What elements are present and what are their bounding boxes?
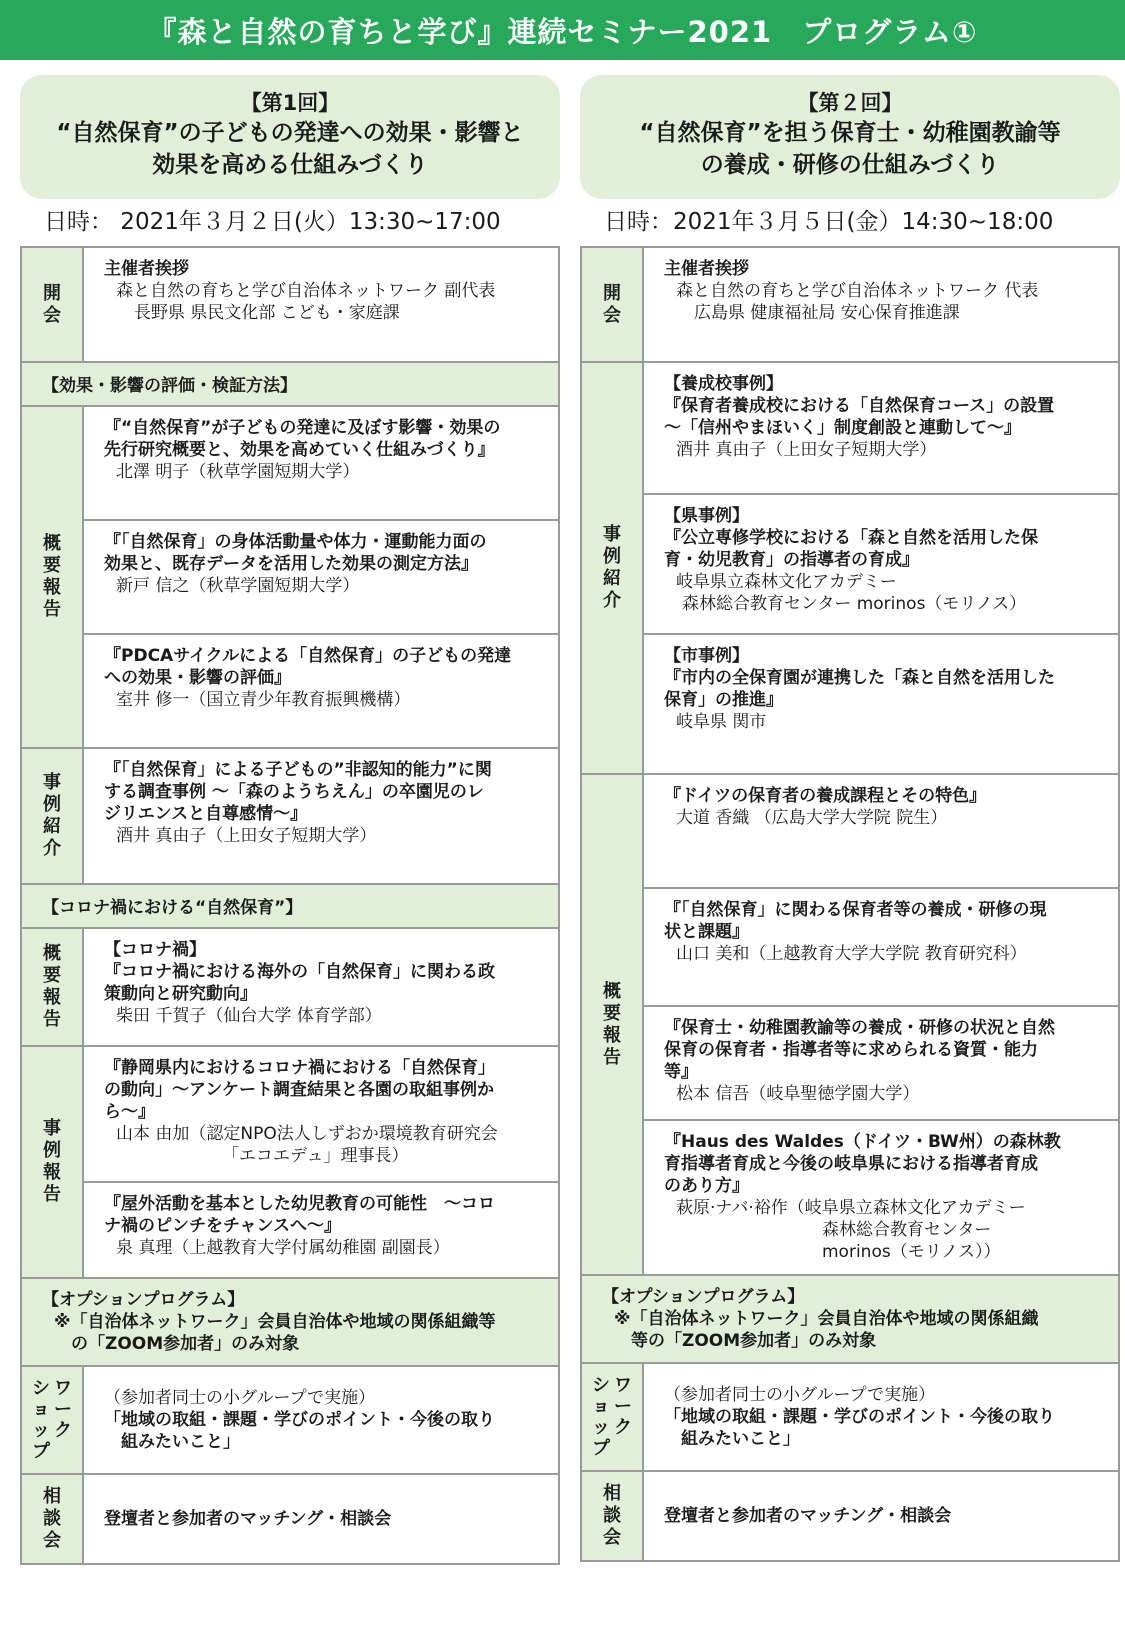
report-title: 『“自然保育”が子どもの発達に及ぼす影響・効果の 先行研究概要と、効果を高めていく仕組みづくり』 — [104, 418, 501, 460]
report-title: 『Haus des Waldes（ドイツ・BW州）の森林教 育指導者育成と今後の岐阜県における指導者育成 のあり方』 — [664, 1132, 1061, 1196]
report-item — [83, 634, 559, 748]
session-datetime: 日時：2021年３月５日(金）14:30~18:00 — [604, 209, 1054, 235]
case-label: 事例紹介 — [21, 748, 83, 884]
corona-report — [83, 928, 559, 1046]
opening-line: 広島県 健康福祉局 安心保育推進課 — [694, 303, 960, 323]
report-item — [643, 774, 1119, 888]
case-item — [643, 362, 1119, 494]
report-speaker: 室井 修一（国立青少年教育振興機構） — [116, 690, 411, 710]
session-title: “自然保育”を担う保育士・幼稚園教諭等 の養成・研修の仕組みづくり — [639, 120, 1061, 178]
report-item — [83, 406, 559, 520]
session-number: 【第1回】 — [240, 91, 340, 115]
option-heading: 【オプションプログラム】 — [42, 1290, 245, 1310]
case-title: 『公立専修学校における「森と自然を活用した保 育・幼児教育」の指導者の育成』 — [664, 528, 1038, 570]
report-speaker: 山口 美和（上越教育大学大学院 教育研究科） — [676, 944, 1027, 964]
program-table — [20, 246, 560, 1565]
report-item — [643, 1120, 1119, 1275]
section-heading: 【コロナ禍における“自然保育”】 — [21, 884, 559, 928]
page-banner: 『森と自然の育ちと学び』連続セミナー2021 プログラム① — [0, 0, 1125, 60]
case-report-item — [83, 1182, 559, 1278]
case-report-item — [83, 1046, 559, 1182]
report-title: 『「自然保育」に関わる保育者等の養成・研修の現 状と課題』 — [664, 900, 1047, 942]
opening-heading: 主催者挨拶 — [664, 259, 749, 279]
session-2-title-box — [580, 75, 1120, 199]
opening-line: 森と自然の育ちと学び自治体ネットワーク 代表 — [676, 281, 1039, 301]
case-speaker: 森林総合教育センター morinos（モリノス） — [682, 594, 1027, 614]
consult-text: 登壇者と参加者のマッチング・相談会 — [83, 1474, 559, 1564]
case-speaker: 酒井 真由子（上田女子短期大学） — [116, 826, 377, 846]
option-program — [581, 1275, 1119, 1363]
workshop-label: ワーク ショップ — [21, 1366, 83, 1474]
session-2-column — [580, 75, 1120, 1562]
opening-block — [83, 247, 559, 362]
option-note: ※「自治体ネットワーク」会員自治体や地域の関係組織等 の「ZOOM参加者」のみ対象 — [54, 1312, 496, 1354]
program-table — [580, 246, 1120, 1562]
consult-label: 相談会 — [21, 1474, 83, 1564]
report-tag: 【コロナ禍】 — [104, 940, 206, 960]
report-title: 『静岡県内におけるコロナ禍における「自然保育」 の動向」～アンケート調査結果と各園の取組事例か ら～』 — [104, 1058, 495, 1122]
case-speaker: 酒井 真由子（上田女子短期大学） — [676, 440, 937, 460]
report-title: 『ドイツの保育者の養成課程とその特色』 — [664, 786, 987, 806]
report-speaker: 新戸 信之（秋草学園短期大学） — [116, 576, 360, 596]
report-item — [643, 1006, 1119, 1120]
overview-label: 概要報告 — [581, 774, 643, 1275]
session-title: “自然保育”の子どもの発達への効果・影響と 効果を高める仕組みづくり — [56, 120, 524, 178]
report-item — [83, 520, 559, 634]
report-title: 『屋外活動を基本とした幼児教育の可能性 ～コロ ナ禍のピンチをチャンスへ～』 — [104, 1194, 495, 1236]
case-title: 『市内の全保育園が連携した「森と自然を活用した 保育」の推進』 — [664, 668, 1055, 710]
report-item — [643, 888, 1119, 1006]
report-speaker: 大道 香織 （広島大学大学院 院生） — [676, 808, 948, 828]
opening-label: 開会 — [581, 247, 643, 362]
opening-line: 長野県 県民文化部 こども・家庭課 — [134, 303, 400, 323]
case-label: 事例紹介 — [581, 362, 643, 774]
report-title: 『「自然保育」の身体活動量や体力・運動能力面の 効果と、既存データを活用した効果の測定方法』 — [104, 532, 487, 574]
opening-label: 開会 — [21, 247, 83, 362]
workshop-block — [83, 1366, 559, 1474]
option-program — [21, 1278, 559, 1366]
report-title: 『コロナ禍における海外の「自然保育」に関わる政 策動向と研究動向』 — [104, 962, 495, 1004]
case-item — [643, 634, 1119, 774]
case-title: 『保育者養成校における「自然保育コース」の設置 ～「信州やまほいく」制度創設と連動して～』 — [664, 396, 1055, 438]
session-1-title-box — [20, 75, 560, 199]
report-speaker: 山本 由加（認定NPO法人しずおか環境教育研究会 — [116, 1124, 498, 1144]
corona-overview-label: 概要報告 — [21, 928, 83, 1046]
workshop-block — [643, 1363, 1119, 1471]
case-tag: 【市事例】 — [664, 646, 749, 666]
report-title: 『保育士・幼稚園教諭等の養成・研修の状況と自然 保育の保育者・指導者等に求められる資質・能力 等』 — [664, 1018, 1055, 1082]
workshop-theme: 「地域の取組・課題・学びのポイント・今後の取り 組みたいこと」 — [104, 1410, 495, 1452]
case-report-label: 事例報告 — [21, 1046, 83, 1278]
case-speaker: 岐阜県 関市 — [676, 712, 767, 732]
option-heading: 【オプションプログラム】 — [602, 1287, 805, 1307]
overview-label: 概要報告 — [21, 406, 83, 748]
report-title: 『PDCAサイクルによる「自然保育」の子どもの発達 への効果・影響の評価』 — [104, 646, 512, 688]
session-datetime: 日時： 2021年３月２日(火）13:30~17:00 — [44, 209, 501, 235]
session-number: 【第２回】 — [797, 91, 903, 115]
report-speaker: morinos（モリノス）） — [822, 1242, 1001, 1262]
report-speaker: 萩原·ナバ·裕作（岐阜県立森林文化アカデミー — [676, 1198, 1026, 1218]
workshop-theme: 「地域の取組・課題・学びのポイント・今後の取り 組みたいこと」 — [664, 1407, 1055, 1449]
workshop-note: （参加者同士の小グループで実施） — [104, 1388, 376, 1408]
report-speaker: 「エコエデュ」理事長） — [222, 1146, 409, 1166]
report-speaker: 松本 信吾（岐阜聖徳学園大学） — [676, 1084, 920, 1104]
opening-heading: 主催者挨拶 — [104, 259, 189, 279]
session-1-column — [20, 75, 560, 1565]
consult-text: 登壇者と参加者のマッチング・相談会 — [643, 1471, 1119, 1561]
opening-block — [643, 247, 1119, 362]
case-item — [643, 494, 1119, 634]
opening-line: 森と自然の育ちと学び自治体ネットワーク 副代表 — [116, 281, 496, 301]
consult-label: 相談会 — [581, 1471, 643, 1561]
case-title: 『「自然保育」による子どもの”非認知的能力”に関 する調査事例 ～「森のようちえん」の卒園児のレ ジリエンスと自尊感情～』 — [104, 760, 492, 824]
case-item — [83, 748, 559, 884]
case-tag: 【県事例】 — [664, 506, 749, 526]
report-speaker: 泉 真理（上越教育大学付属幼稚園 副園長） — [116, 1238, 450, 1258]
workshop-label: ワーク ショップ — [581, 1363, 643, 1471]
case-speaker: 岐阜県立森林文化アカデミー — [676, 572, 897, 592]
option-note: ※「自治体ネットワーク」会員自治体や地域の関係組織 等の「ZOOM参加者」のみ対象 — [614, 1309, 1039, 1351]
report-speaker: 森林総合教育センター — [822, 1220, 992, 1240]
workshop-note: （参加者同士の小グループで実施） — [664, 1385, 936, 1405]
case-tag: 【養成校事例】 — [664, 374, 783, 394]
report-speaker: 北澤 明子（秋草学園短期大学） — [116, 462, 360, 482]
section-heading: 【効果・影響の評価・検証方法】 — [21, 362, 559, 406]
report-speaker: 柴田 千賀子（仙台大学 体育学部） — [116, 1006, 382, 1026]
